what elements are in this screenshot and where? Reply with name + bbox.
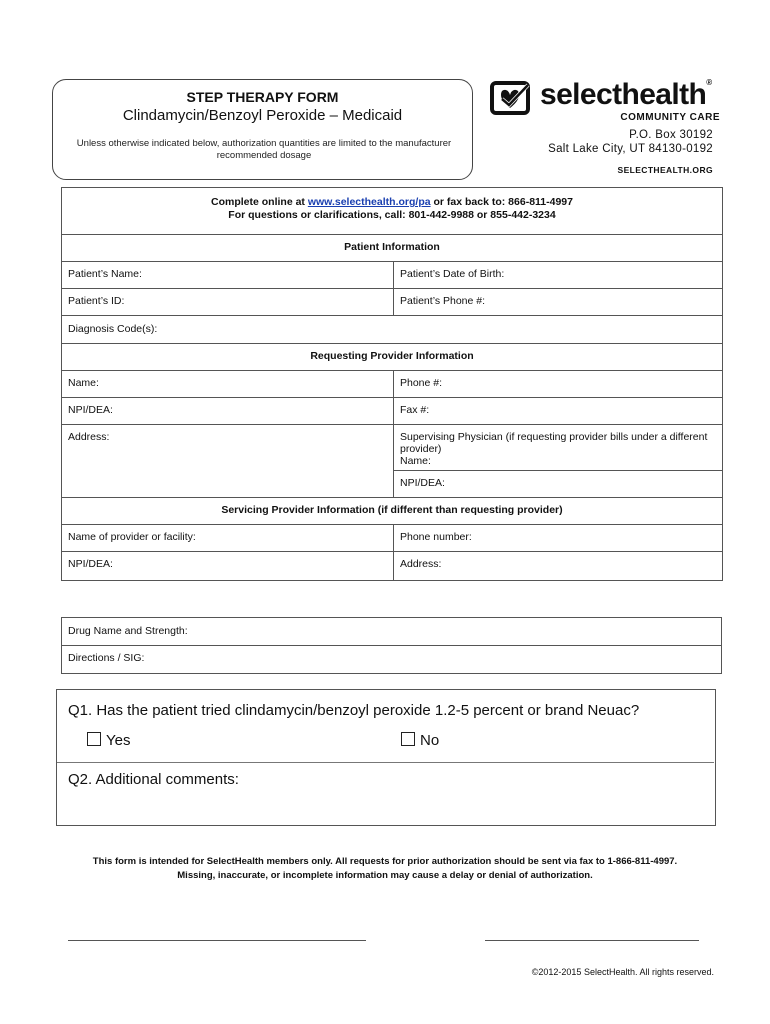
question-1: Q1. Has the patient tried clindamycin/benzoyl peroxide 1.2-5 percent or brand Neuac? (68, 702, 640, 719)
contact-cell: Complete online at www.selecthealth.org/pa or fax back to: 866-811-4997 For questions or clarifications, call: 801-442-9988 or 855-442-3234 (62, 188, 723, 235)
dosage-note: Unless otherwise indicated below, authorization quantities are limited to the manufacturer recommended dosage (76, 138, 452, 161)
questions-contact: For questions or clarifications, call: 801-442-9988 or 855-442-3234 (228, 209, 556, 221)
supervising-physician-cell[interactable] (394, 425, 723, 471)
footer-line-1: This form is intended for SelectHealth members only. All requests for prior authorization should be sent via fax to 1-866-811-4997. (92, 856, 678, 867)
question-divider (57, 762, 714, 763)
requesting-provider-heading: Requesting Provider Information (62, 344, 723, 371)
heart-check-logo-icon (490, 81, 534, 121)
footer-line-2: Missing, inaccurate, or incomplete information may cause a delay or denial of authorization. (177, 870, 593, 881)
signature-line[interactable] (68, 940, 366, 941)
patient-id-field[interactable]: Patient’s ID: (62, 289, 394, 316)
question-2: Q2. Additional comments: (68, 771, 239, 788)
q1-no-option[interactable]: No (401, 732, 439, 749)
registered-mark: ® (706, 78, 712, 87)
q1-yes-option[interactable]: Yes (87, 732, 130, 749)
copyright: ©2012-2015 SelectHealth. All rights reserved. (531, 967, 714, 977)
requesting-phone-field[interactable]: Phone #: (394, 371, 723, 398)
patient-name-field[interactable]: Patient’s Name: (62, 262, 394, 289)
address-line-1: P.O. Box 30192 (629, 129, 713, 141)
diagnosis-code-field[interactable]: Diagnosis Code(s): (62, 316, 723, 344)
requesting-address-field[interactable]: Address: (62, 425, 394, 498)
directions-field[interactable]: Directions / SIG: (62, 646, 722, 674)
servicing-phone-field[interactable]: Phone number: (394, 525, 723, 552)
drug-name-field[interactable]: Drug Name and Strength: (62, 618, 722, 646)
form-subtitle: Clindamycin/Benzoyl Peroxide – Medicaid (122, 107, 403, 124)
patient-dob-field[interactable]: Patient’s Date of Birth: (394, 262, 723, 289)
requesting-name-field[interactable]: Name: (62, 371, 394, 398)
form-title: STEP THERAPY FORM (186, 89, 339, 105)
drug-table (61, 617, 722, 674)
servicing-provider-heading: Servicing Provider Information (if different than requesting provider) (62, 498, 723, 525)
questions-box (56, 689, 716, 826)
logo-tagline: COMMUNITY CARE (620, 112, 720, 123)
patient-phone-field[interactable]: Patient’s Phone #: (394, 289, 723, 316)
yes-checkbox[interactable] (87, 732, 101, 746)
requesting-npi-field[interactable]: NPI/DEA: (62, 398, 394, 425)
supervising-physician-label: Supervising Physician (if requesting provider bills under a different provider) (400, 431, 708, 455)
address-line-2: Salt Lake City, UT 84130-0192 (548, 143, 713, 155)
servicing-address-field[interactable]: Address: (394, 552, 723, 581)
servicing-npi-field[interactable]: NPI/DEA: (62, 552, 394, 581)
requesting-fax-field[interactable]: Fax #: (394, 398, 723, 425)
supervising-name-label: Name: (400, 455, 431, 467)
patient-info-heading: Patient Information (62, 235, 723, 262)
supervising-npi-field[interactable]: NPI/DEA: (394, 471, 723, 498)
main-form-table (61, 187, 723, 581)
no-checkbox[interactable] (401, 732, 415, 746)
website-label: SELECTHEALTH.ORG (617, 165, 713, 175)
logo-wordmark: selecthealth (540, 78, 707, 111)
date-line[interactable] (485, 940, 699, 941)
online-pa-link[interactable]: www.selecthealth.org/pa (307, 196, 431, 208)
servicing-name-field[interactable]: Name of provider or facility: (62, 525, 394, 552)
